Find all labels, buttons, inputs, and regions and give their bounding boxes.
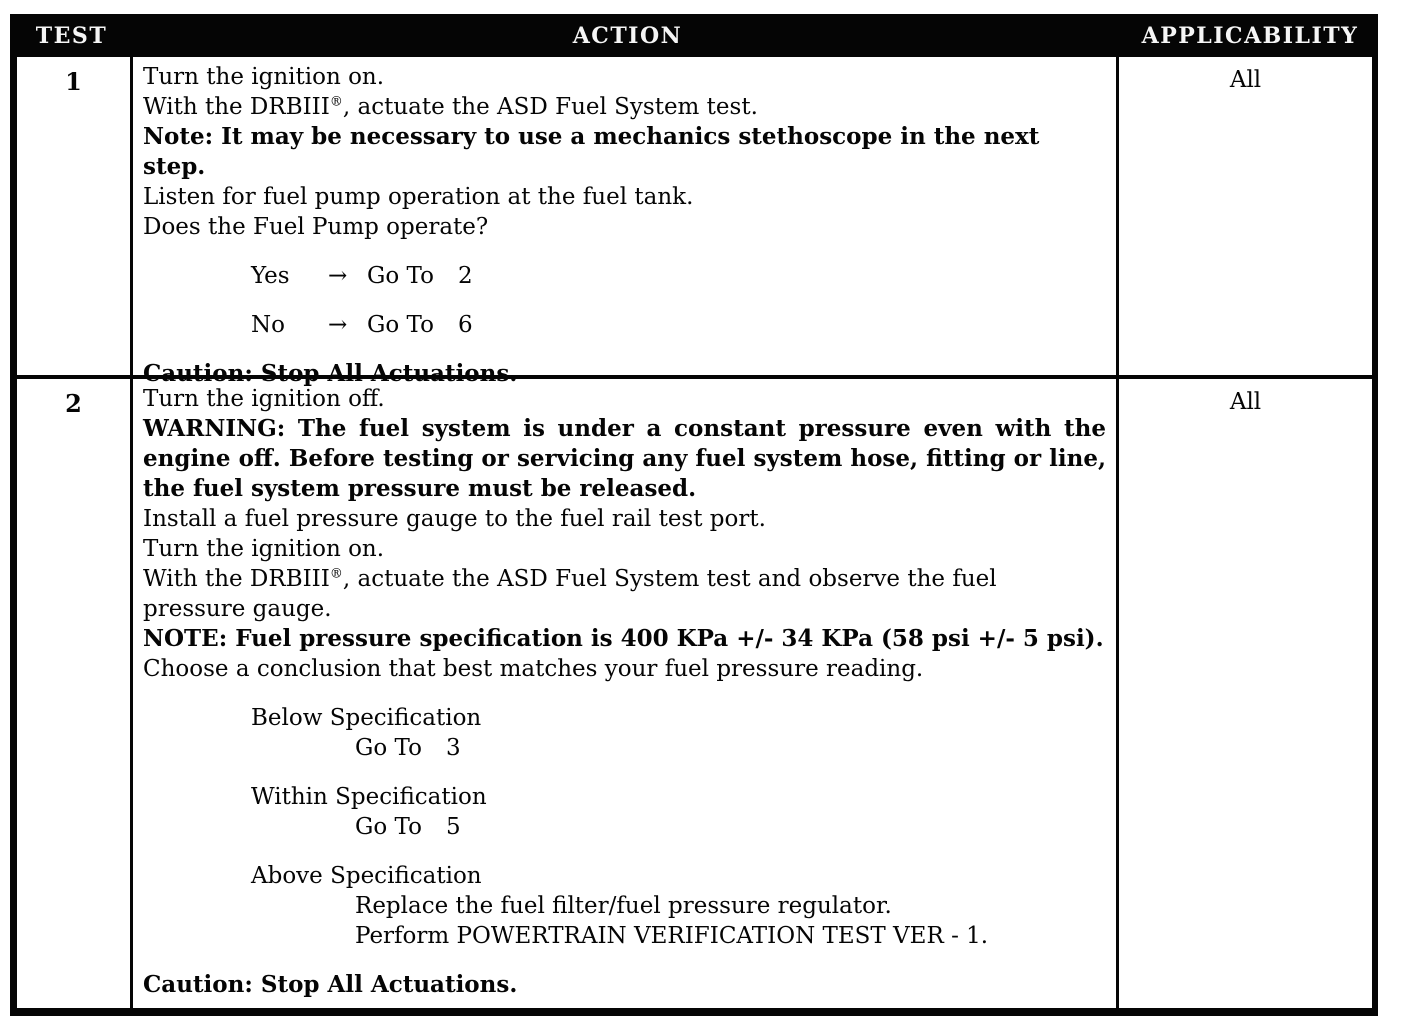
header-applicability: APPLICABILITY [1141,22,1359,49]
action-step-text: , actuate the ASD Fuel System test and observe the fuel pressure gauge. [143,566,997,622]
applicability-cell-test-1: All [1229,67,1262,93]
conclusion-action [355,812,1106,842]
warning-paragraph: WARNING: The fuel system is under a constant pressure even with the engine off. Before testing or servicing any fuel system hose, fitting or line, the fuel system pressure must be released. [143,415,1106,502]
action-step-text: With the DRBIII [143,566,330,592]
diagnostic-test-table [10,14,1378,1016]
conclusion-action: Replace the fuel filter/fuel pressure regulator. [355,893,892,919]
conclusion-below-spec [143,703,1106,763]
goto-target: 5 [445,814,461,840]
test-number-cell: 2 [17,379,133,1008]
table-header-row [10,14,1378,57]
answer-label: No [251,312,285,338]
action-cell-test-2 [133,379,1119,1008]
right-arrow-icon: → [328,263,348,289]
header-action: ACTION [572,22,683,49]
action-step: Choose a conclusion that best matches your fuel pressure reading. [143,656,924,682]
goto-target: 3 [445,735,461,761]
goto-label: Go To [355,814,422,840]
answer-label: Yes [251,263,290,289]
action-step: Turn the ignition off. [143,386,385,412]
header-test: TEST [35,22,108,49]
conclusion-action: Perform POWERTRAIN VERIFICATION TEST VER - 1. [355,923,989,949]
conclusion-action [355,733,1106,763]
conclusion-label: Within Specification [251,784,487,810]
conclusion-label: Below Specification [251,705,482,731]
action-cell-test-1 [133,57,1119,387]
applicability-cell-test-2: All [1229,389,1262,415]
answer-row-yes [143,261,1106,291]
conclusion-above-spec [143,861,1106,951]
conclusion-within-spec [143,782,1106,842]
action-step-text: , actuate the ASD Fuel System test. [342,94,758,120]
right-arrow-icon: → [328,312,348,338]
action-step: Listen for fuel pump operation at the fuel tank. [143,184,694,210]
caution-line: Caution: Stop All Actuations. [143,971,518,998]
table-row-test-2 [17,375,1372,1008]
action-step-text: With the DRBIII [143,94,330,120]
action-step: Turn the ignition on. [143,536,385,562]
goto-target: 6 [457,312,473,338]
goto-label: Go To [367,312,434,338]
registered-trademark-symbol: ® [329,94,343,110]
table-row-test-1 [17,57,1372,387]
goto-label: Go To [355,735,422,761]
action-step: Does the Fuel Pump operate? [143,214,489,240]
table-body [10,57,1378,1016]
action-step: Install a fuel pressure gauge to the fuel rail test port. [143,506,766,532]
test-number-cell: 1 [17,57,133,375]
note-line: NOTE: Fuel pressure specification is 400 KPa +/- 34 KPa (58 psi +/- 5 psi). [143,625,1104,652]
goto-target: 2 [457,263,473,289]
note-line: Note: It may be necessary to use a mechanics stethoscope in the next step. [143,123,1040,180]
conclusion-label: Above Specification [251,863,482,889]
caution-line: Caution: Stop All Actuations. [143,360,518,387]
action-step: Turn the ignition on. [143,64,385,90]
goto-label: Go To [367,263,434,289]
action-step [143,564,1106,624]
answer-row-no [143,310,1106,340]
registered-trademark-symbol: ® [329,566,343,582]
action-step [143,92,1106,122]
